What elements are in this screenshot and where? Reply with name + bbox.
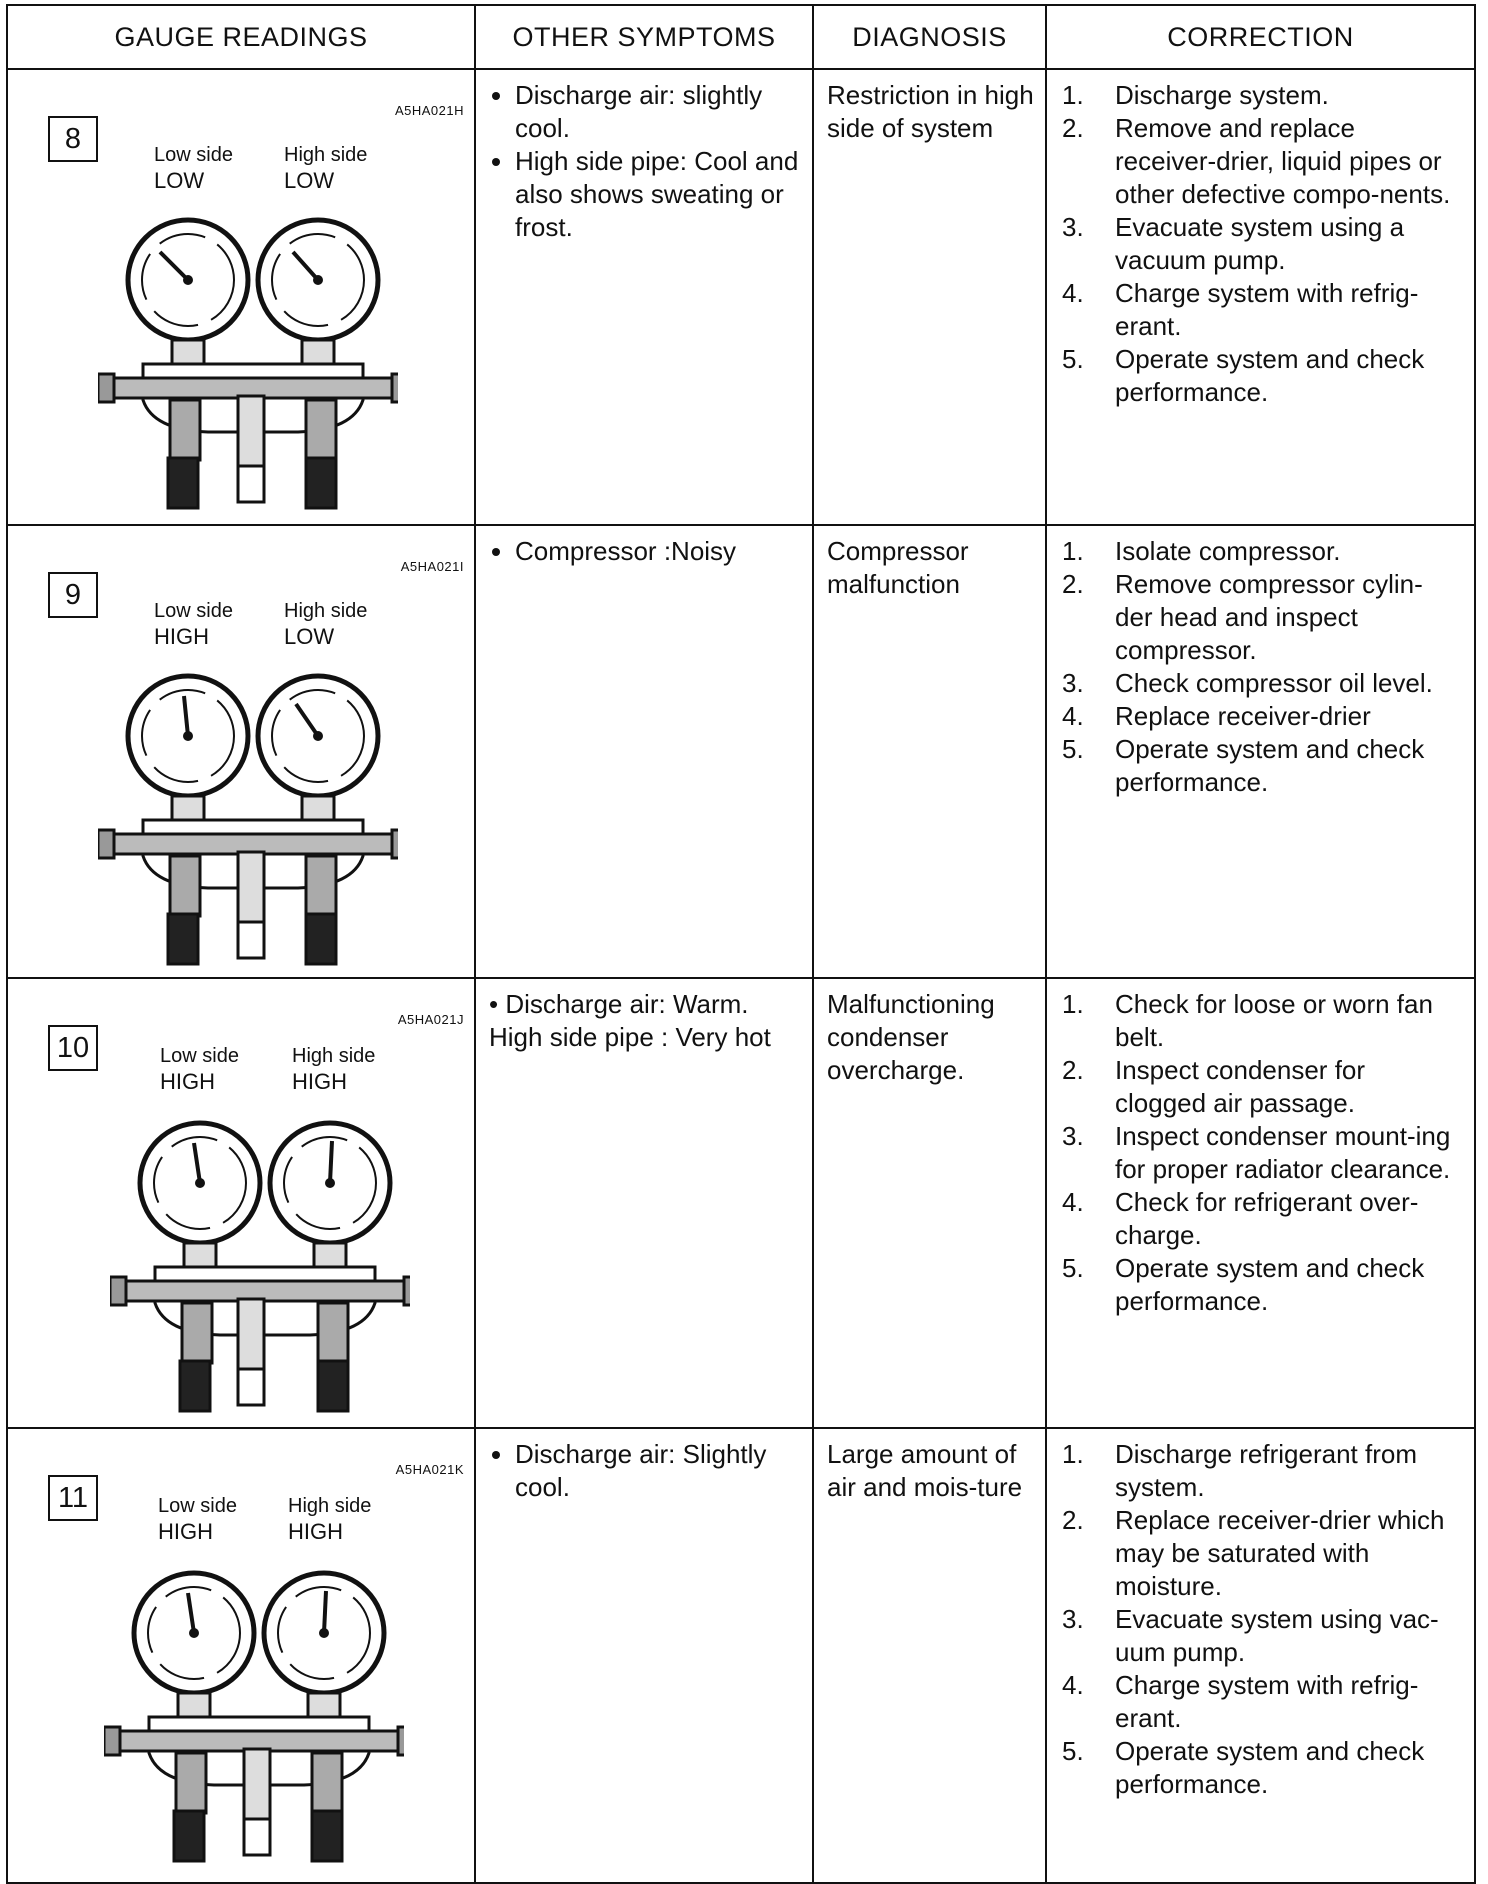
correction-step: 2. Remove and replace receiver-drier, liquid pipes or other defective compo-nents. xyxy=(1062,113,1451,209)
correction-step: 2. Inspect condenser for clogged air passage. xyxy=(1062,1055,1366,1118)
manifold-gauge-illustration xyxy=(98,200,398,510)
case-number: 11 xyxy=(48,1475,98,1521)
symptom-item: • Discharge air: slightly cool. xyxy=(515,79,811,145)
correction-step: 3. Evacuate system using a vacuum pump. xyxy=(1062,212,1405,275)
high-side-label: High side HIGH xyxy=(292,1045,376,1094)
case-number: 10 xyxy=(48,1025,98,1071)
correction-step: 2. Replace receiver-drier which may be saturated with moisture. xyxy=(1062,1505,1445,1601)
gauge-readings-cell xyxy=(7,525,475,978)
correction-step: 3. Check compressor oil level. xyxy=(1062,668,1433,698)
correction-step: 4. Charge system with refrig-erant. xyxy=(1062,1670,1419,1733)
low-side-label: Low side LOW xyxy=(154,144,233,193)
figure-code: A5HA021K xyxy=(395,1462,464,1477)
correction-step: 4. Charge system with refrig-erant. xyxy=(1062,278,1419,341)
correction-step: 2. Remove compressor cylin-der head and inspect compressor. xyxy=(1062,569,1423,665)
table-row xyxy=(7,69,1475,525)
other-symptoms-cell xyxy=(475,69,813,525)
symptom-text: • Discharge air: Warm. High side pipe : Very hot xyxy=(489,989,771,1052)
high-side-level: LOW xyxy=(284,624,335,649)
low-side-level: HIGH xyxy=(160,1069,215,1094)
high-side-gauge-icon xyxy=(264,1573,384,1693)
low-side-gauge-icon xyxy=(134,1573,254,1693)
diagnosis-cell xyxy=(813,525,1046,978)
table-row xyxy=(7,525,1475,978)
diagnosis-text: Restriction in high side of system xyxy=(827,80,1034,143)
correction-cell xyxy=(1046,69,1475,525)
diagnosis-cell xyxy=(813,978,1046,1428)
manifold-body-icon xyxy=(98,340,398,508)
correction-step: 5. Operate system and check performance. xyxy=(1062,734,1425,797)
gauge-readings-cell xyxy=(7,978,475,1428)
other-symptoms-cell xyxy=(475,525,813,978)
manifold-body-icon xyxy=(110,1243,410,1411)
gauge-readings-cell xyxy=(7,1428,475,1883)
correction-step: 1. Discharge system. xyxy=(1062,80,1329,110)
manifold-body-icon xyxy=(98,796,398,964)
low-side-label: Low side HIGH xyxy=(158,1495,237,1544)
correction-step: 3. Evacuate system using vac-uum pump. xyxy=(1062,1604,1439,1667)
other-symptoms-cell xyxy=(475,1428,813,1883)
low-side-level: HIGH xyxy=(158,1519,213,1544)
high-side-gauge-icon xyxy=(258,676,378,796)
high-side-label: High side HIGH xyxy=(288,1495,372,1544)
diagnosis-text: Malfunctioning condenser overcharge. xyxy=(827,989,995,1085)
other-symptoms-cell xyxy=(475,978,813,1428)
correction-step: 5. Operate system and check performance. xyxy=(1062,1253,1425,1316)
manifold-body-icon xyxy=(104,1693,404,1861)
low-side-gauge-icon xyxy=(140,1123,260,1243)
symptom-item: • Discharge air: Slightly cool. xyxy=(515,1438,811,1504)
correction-step: 5. Operate system and check performance. xyxy=(1062,1736,1425,1799)
correction-cell xyxy=(1046,978,1475,1428)
high-side-level: HIGH xyxy=(292,1069,347,1094)
table-row xyxy=(7,1428,1475,1883)
low-side-label: Low side HIGH xyxy=(154,600,233,649)
symptom-item: • Compressor :Noisy xyxy=(515,535,811,568)
correction-cell xyxy=(1046,1428,1475,1883)
low-side-level: HIGH xyxy=(154,624,209,649)
diagnosis-table xyxy=(6,4,1476,1884)
diagnosis-cell xyxy=(813,1428,1046,1883)
high-side-label: High side LOW xyxy=(284,600,368,649)
correction-step: 5. Operate system and check performance. xyxy=(1062,344,1425,407)
high-side-label: High side LOW xyxy=(284,144,368,193)
figure-code: A5HA021J xyxy=(397,1012,464,1027)
correction-step: 3. Inspect condenser mount-ing for proper radiator clearance. xyxy=(1062,1121,1451,1184)
correction-step: 4. Replace receiver-drier xyxy=(1062,701,1371,731)
manifold-gauge-illustration xyxy=(110,1103,410,1413)
high-side-gauge-icon xyxy=(270,1123,390,1243)
high-side-level: LOW xyxy=(284,168,335,193)
diagnosis-text: Large amount of air and mois-ture xyxy=(827,1439,1023,1502)
correction-step: 1. Check for loose or worn fan belt. xyxy=(1062,989,1433,1052)
low-side-label: Low side HIGH xyxy=(160,1045,239,1094)
correction-step: 1. Discharge refrigerant from system. xyxy=(1062,1439,1417,1502)
table-row xyxy=(7,978,1475,1428)
header-diagnosis: DIAGNOSIS xyxy=(813,5,1046,69)
symptom-item: • High side pipe: Cool and also shows sweating or frost. xyxy=(515,145,811,244)
correction-cell xyxy=(1046,525,1475,978)
figure-code: A5HA021I xyxy=(400,559,464,574)
manifold-gauge-illustration xyxy=(98,656,398,966)
high-side-gauge-icon xyxy=(258,220,378,340)
correction-step: 1. Isolate compressor. xyxy=(1062,536,1341,566)
figure-code: A5HA021H xyxy=(394,103,464,118)
high-side-level: HIGH xyxy=(288,1519,343,1544)
low-side-level: LOW xyxy=(154,168,205,193)
diagnosis-cell xyxy=(813,69,1046,525)
low-side-gauge-icon xyxy=(128,220,248,340)
low-side-gauge-icon xyxy=(128,676,248,796)
diagnosis-text: Compressor malfunction xyxy=(827,536,969,599)
gauge-readings-cell xyxy=(7,69,475,525)
case-number: 8 xyxy=(48,116,98,162)
correction-step: 4. Check for refrigerant over-charge. xyxy=(1062,1187,1419,1250)
header-row xyxy=(7,5,1475,69)
header-other-symptoms: OTHER SYMPTOMS xyxy=(475,5,813,69)
manifold-gauge-illustration xyxy=(104,1553,404,1863)
case-number: 9 xyxy=(48,572,98,618)
header-correction: CORRECTION xyxy=(1046,5,1475,69)
header-gauge-readings: GAUGE READINGS xyxy=(7,5,475,69)
